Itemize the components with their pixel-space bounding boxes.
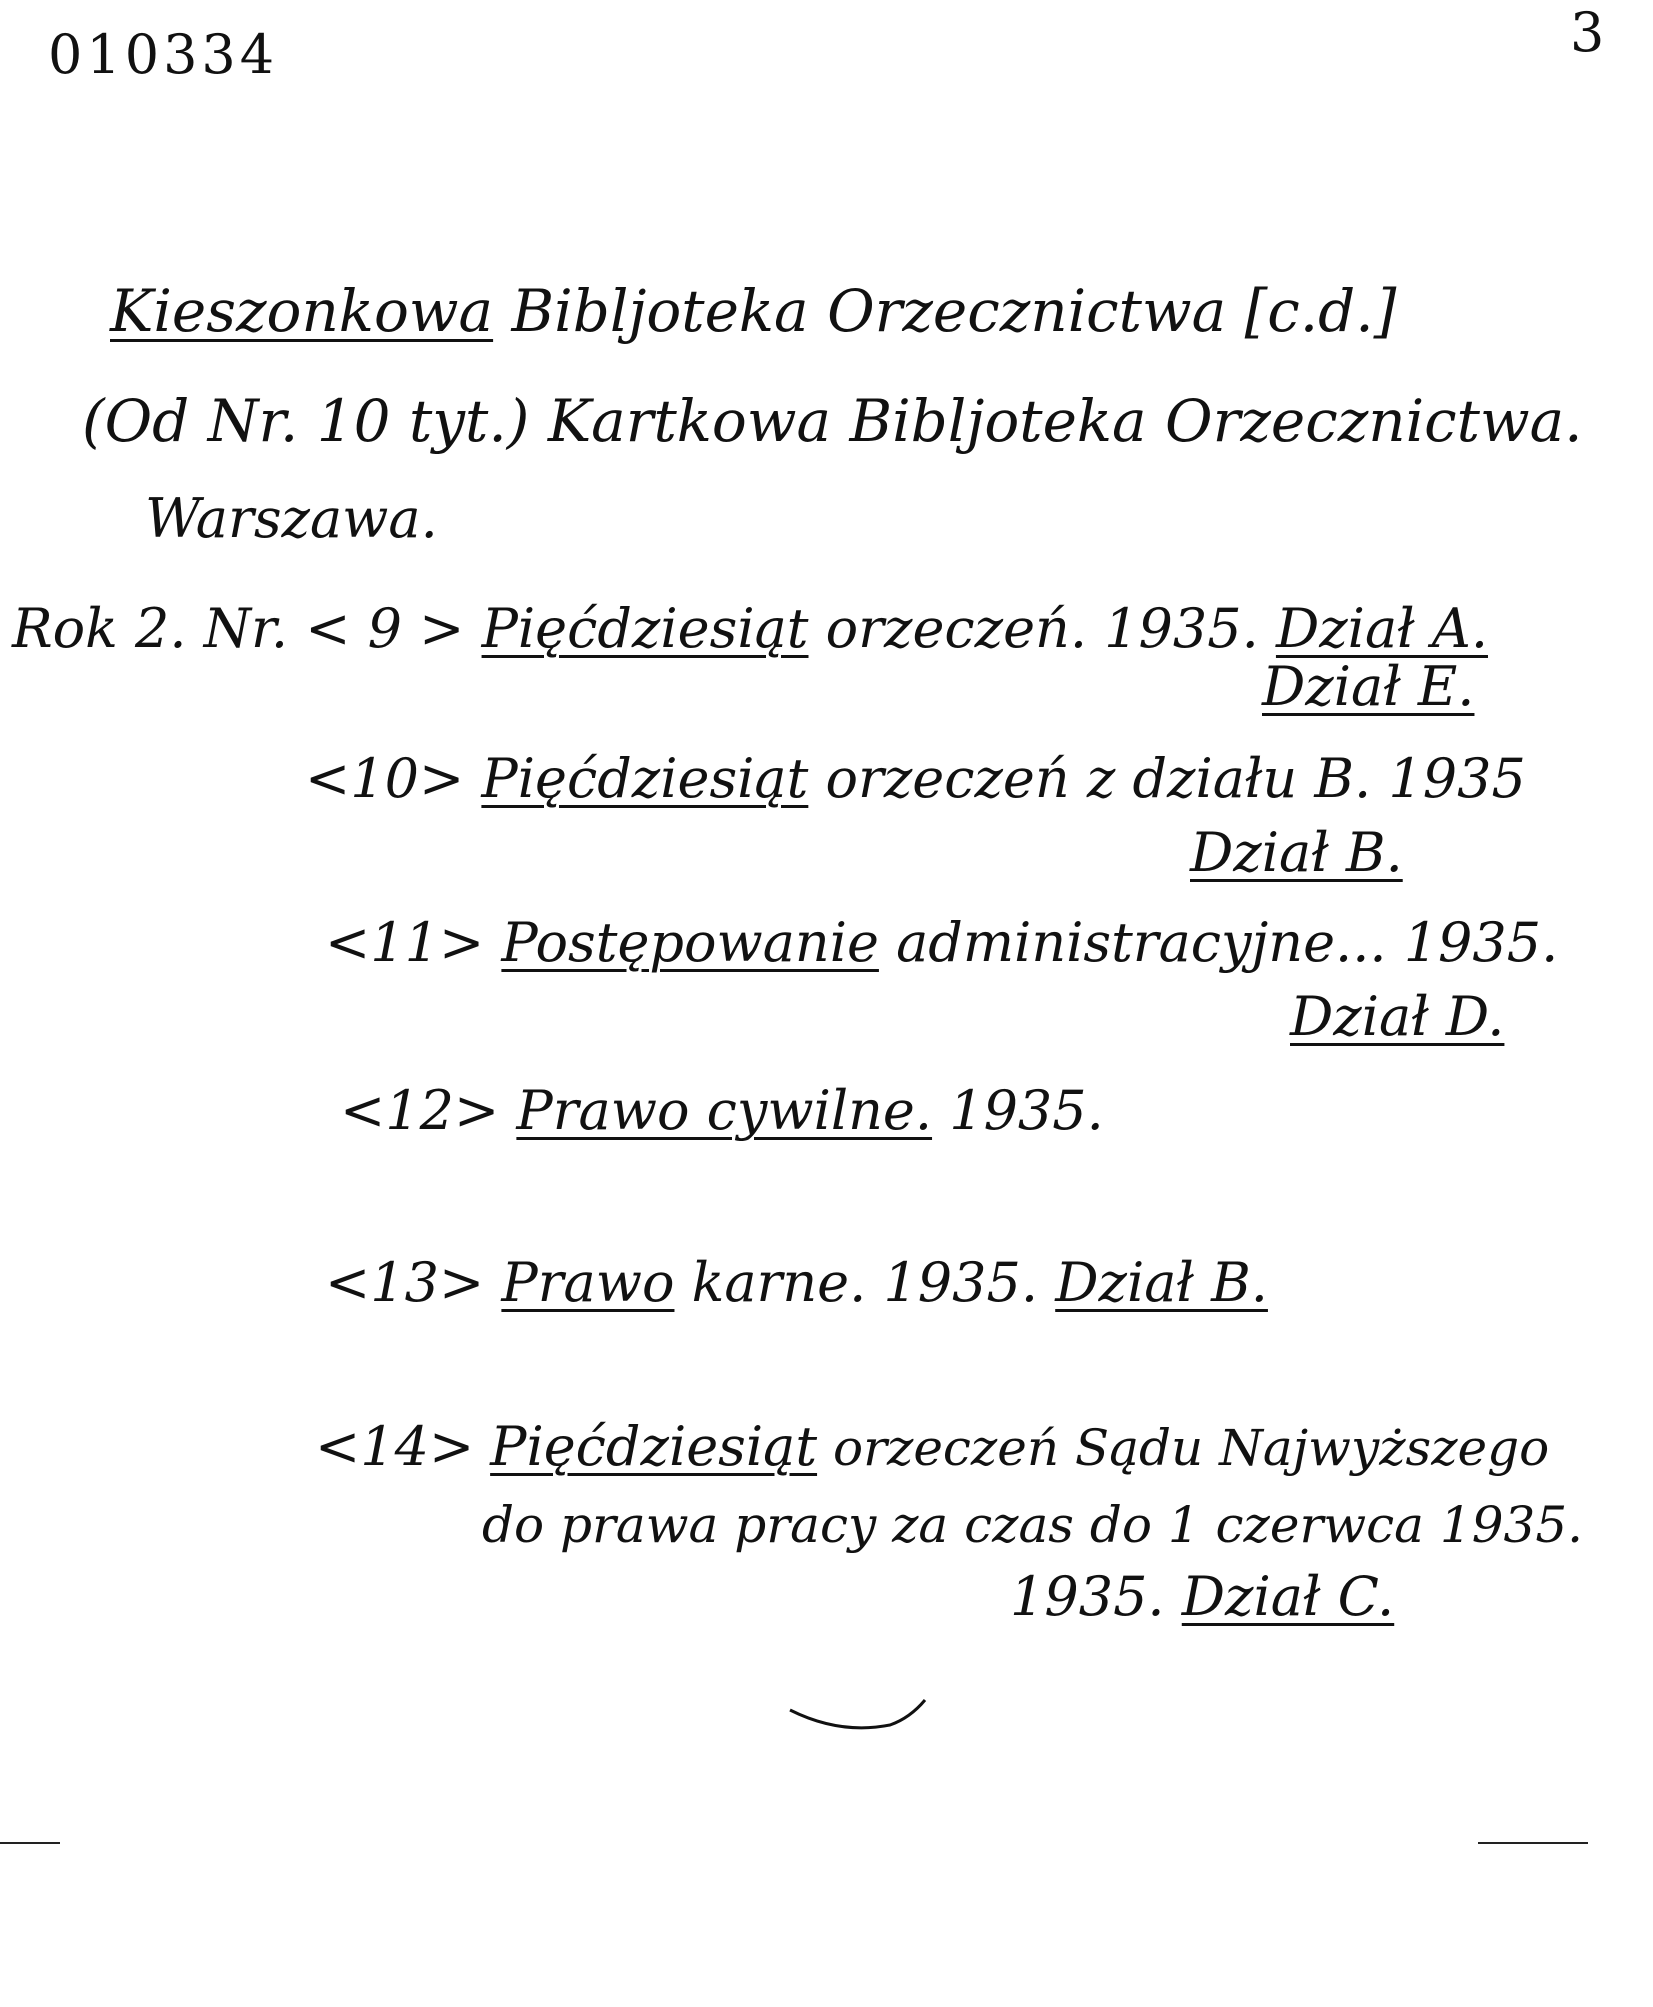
entry-9-rest: orzeczeń. 1935. [825, 597, 1259, 660]
entry-13 [325, 1251, 1268, 1314]
publication-place: Warszawa. [145, 487, 438, 550]
entry-9-prefix: Rok 2. Nr. < 9 > [12, 597, 465, 660]
entry-11-rest: administracyjne... 1935. [896, 911, 1559, 974]
entry-14 [315, 1415, 1550, 1478]
entry-12 [340, 1079, 1104, 1142]
entry-13-prefix: <13> [325, 1251, 485, 1314]
entry-13-title: Prawo [501, 1251, 675, 1314]
entry-14-department: Dział C. [1181, 1565, 1395, 1628]
entry-14-year: 1935. [1010, 1565, 1165, 1628]
entry-11-title: Postępowanie [501, 911, 879, 974]
title-line-2-series: Kartkowa Bibljoteka Orzecznictwa. [547, 387, 1583, 455]
entry-13-department: Dział B. [1055, 1251, 1268, 1314]
entry-9-department-2-text: Dział E. [1262, 655, 1475, 718]
entry-14-title: Pięćdziesiąt [490, 1415, 818, 1478]
entry-9 [12, 597, 1488, 660]
entry-14-line-3 [1010, 1565, 1395, 1628]
catalog-number: 010334 [48, 23, 279, 86]
entry-14-line-2: do prawa pracy za czas do 1 czerwca 1935. [482, 1496, 1584, 1554]
series-name: Kieszonkowa [110, 277, 494, 345]
entry-10-rest: orzeczeń z działu B. 1935 [825, 747, 1526, 810]
entry-12-title: Prawo cywilne. [516, 1079, 933, 1142]
title-line-1 [110, 277, 1397, 345]
entry-12-rest: 1935. [949, 1079, 1104, 1142]
entry-10 [305, 747, 1526, 810]
entry-14-rest: orzeczeń Sądu Najwyższego [832, 1419, 1550, 1477]
entry-11-department-text: Dział D. [1290, 985, 1505, 1048]
entry-11-prefix: <11> [325, 911, 485, 974]
entry-9-department: Dział A. [1275, 597, 1488, 660]
entry-11-department [1290, 985, 1505, 1048]
entry-10-department [1190, 821, 1403, 884]
series-name-rest: Bibljoteka Orzecznictwa [c.d.] [511, 277, 1397, 345]
title-line-2 [82, 387, 1583, 455]
entry-13-rest: karne. 1935. [691, 1251, 1039, 1314]
page-number: 3 [1570, 1, 1605, 64]
entry-12-prefix: <12> [340, 1079, 500, 1142]
closing-flourish [780, 1690, 940, 1750]
entry-10-prefix: <10> [305, 747, 465, 810]
entry-11 [325, 911, 1559, 974]
entry-14-prefix: <14> [315, 1415, 475, 1478]
title-line-2-prefix: (Od Nr. 10 tyt.) [82, 387, 530, 455]
bottom-left-rule [0, 1842, 60, 1844]
entry-10-title: Pięćdziesiąt [481, 747, 809, 810]
entry-10-department-text: Dział B. [1190, 821, 1403, 884]
entry-9-department-2 [1262, 655, 1475, 718]
entry-9-title: Pięćdziesiąt [481, 597, 809, 660]
bottom-right-rule [1478, 1842, 1588, 1844]
